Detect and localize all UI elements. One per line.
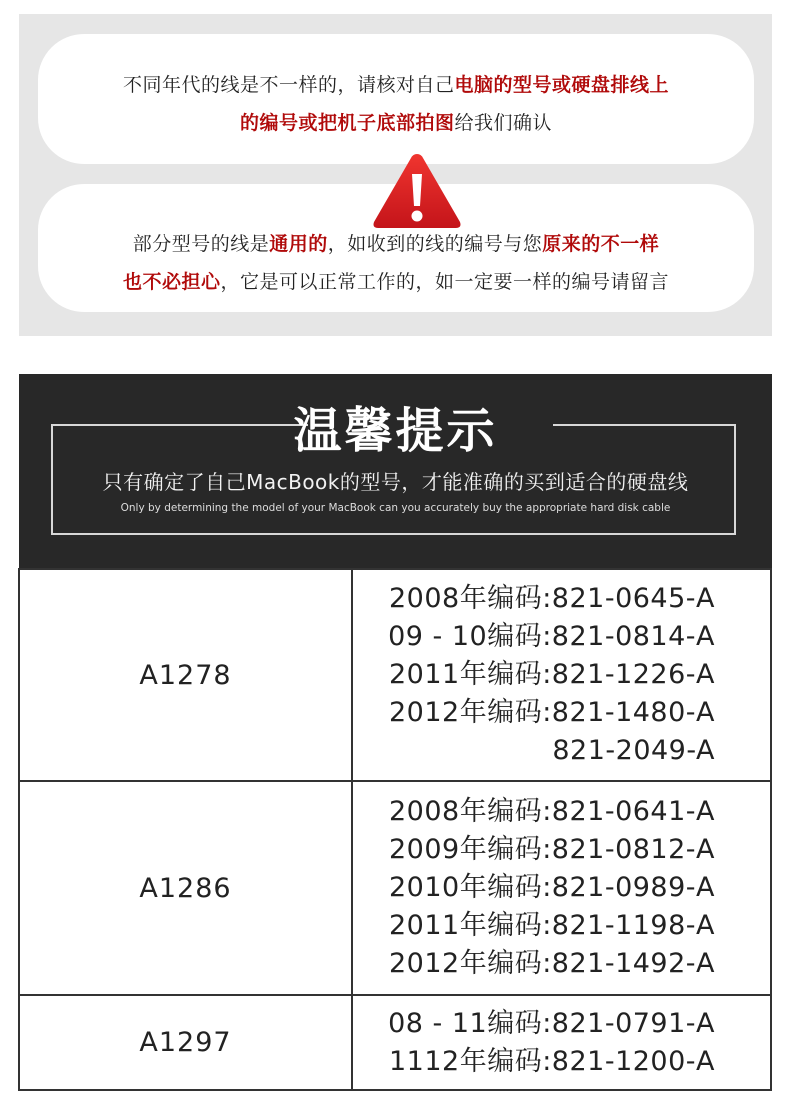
code-entry: 2012年编码:821-1480-A [388,697,715,728]
code-entry: 08 - 11编码:821-0791-A [388,1007,715,1039]
warning-triangle-icon [370,150,464,232]
code-entry: 2009年编码:821-0812-A [388,834,715,865]
notice-highlight: 也不必担心 [122,271,221,293]
code-entry: 09 - 10编码:821-0814-A [388,621,715,652]
notice-text-line [38,267,754,294]
code-list [352,781,771,995]
table-row [19,569,771,781]
table-row [19,995,771,1090]
code-entry: 1112年编码:821-1200-A [388,1045,715,1077]
code-entry: 2008年编码:821-0645-A [388,583,715,614]
model-code-table [18,568,772,1091]
notice-text: 不同年代的线是不一样的，请核对自己 [122,74,455,96]
code-list [352,569,771,781]
code-list [352,995,771,1090]
tips-title: 温馨提示 [293,403,498,459]
code-entry: 2010年编码:821-0989-A [388,872,715,903]
notice-text-line [38,70,754,97]
notice-bubble-model-check [38,34,754,164]
tips-subtitle-cn: 只有确定了自己MacBook的型号，才能准确的买到适合的硬盘线 [102,470,689,494]
notice-highlight: 电脑的型号或硬盘排线上 [454,74,670,96]
notice-text-line [38,108,754,135]
notice-text: 部分型号的线是 [132,233,270,255]
code-entry: 2011年编码:821-1226-A [388,659,715,690]
table-row [19,781,771,995]
code-entry: 2008年编码:821-0641-A [388,796,715,827]
notice-text-line [38,229,754,256]
model-name: A1286 [19,781,352,995]
model-name: A1278 [19,569,352,781]
code-entry: 821-2049-A [552,735,715,766]
notice-panel [19,14,772,336]
notice-text: ，如收到的线的编号与您 [327,233,543,255]
notice-highlight: 的编号或把机子底部拍图 [239,112,455,134]
tips-subtitle-en: Only by determining the model of your MacBook can you accurately buy the appropriate hard disk cable [120,502,671,514]
code-entry: 2012年编码:821-1492-A [388,948,715,979]
notice-text: ，它是可以正常工作的，如一定要一样的编号请留言 [220,271,670,293]
model-name: A1297 [19,995,352,1090]
notice-highlight: 通用的 [269,233,328,255]
notice-text: 给我们确认 [454,112,553,134]
tips-banner [19,374,772,570]
notice-highlight: 原来的不一样 [542,233,660,255]
code-entry: 2011年编码:821-1198-A [388,910,715,941]
